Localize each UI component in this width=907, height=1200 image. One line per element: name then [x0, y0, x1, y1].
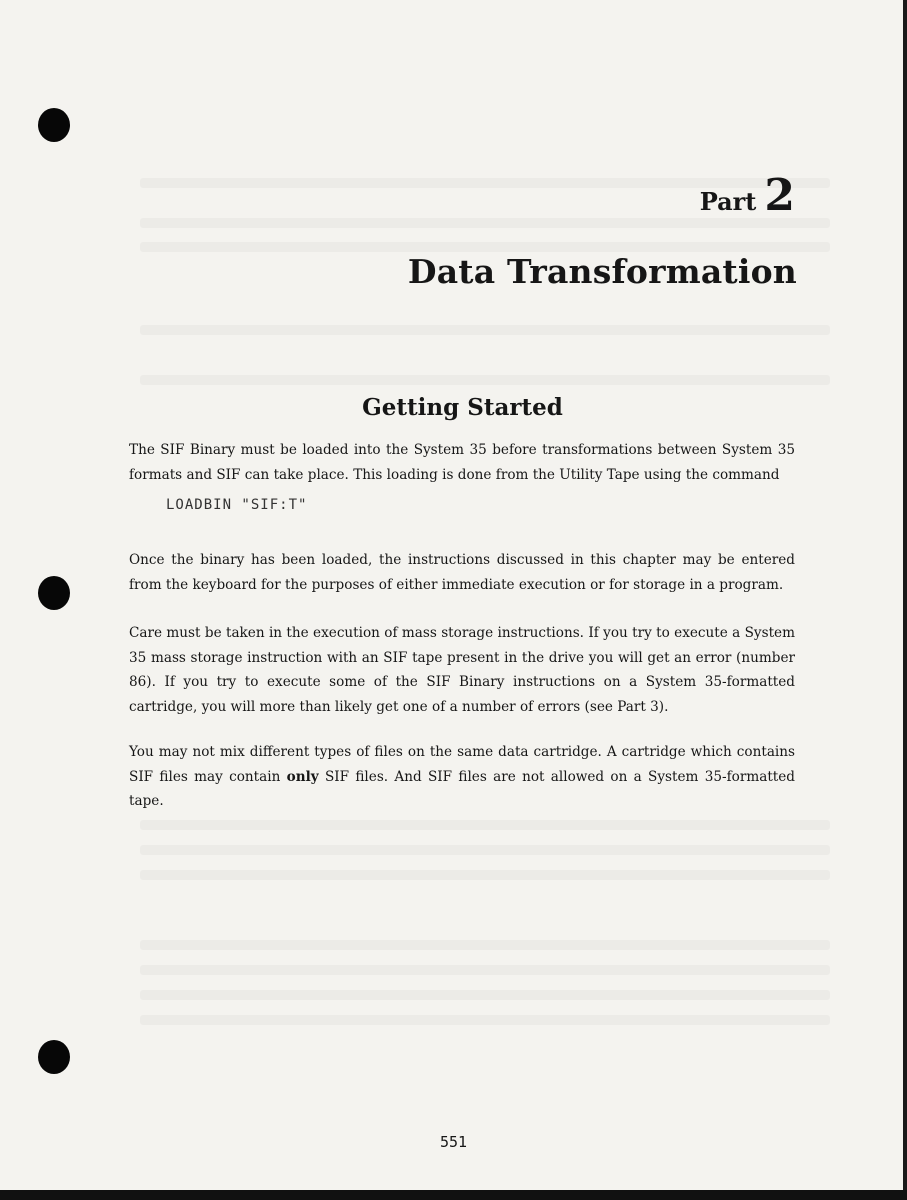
paragraph-file-types-emphasis: only [286, 768, 319, 785]
page-number: 551 [439, 1133, 468, 1151]
code-command: LOADBIN "SIF:T" [166, 497, 308, 513]
bleed-through-line [140, 940, 830, 950]
punch-hole-top [38, 108, 70, 142]
bleed-through-line [140, 845, 830, 855]
bleed-through-line [140, 1015, 830, 1025]
punch-hole-middle [38, 576, 70, 610]
paragraph-intro: The SIF Binary must be loaded into the System 35 before transformations between System 35 formats and SIF can take place. This loading is done from the Utility Tape using the command [129, 442, 795, 483]
scan-edge-right [903, 0, 907, 1200]
scan-edge-bottom [0, 1190, 907, 1200]
bleed-through-line [140, 820, 830, 830]
part-number: 2 [764, 170, 795, 221]
paragraph-binary-loaded: Once the binary has been loaded, the instructions discussed in this chapter may be entered from the keyboard for the purposes of either immediate execution or for storage in a program. [129, 552, 795, 593]
part-label: Part [699, 187, 757, 216]
bleed-through-line [140, 965, 830, 975]
bleed-through-line [140, 375, 830, 385]
paragraph-file-types-end: SIF files. And SIF files are not allowed on a System 35-formatted tape. [129, 768, 795, 809]
paragraph-file-types [129, 740, 795, 814]
paragraph-file-types-start: You may not mix different types of files on the same data cartridge. A cartridge which contains SIF files may contain [129, 744, 795, 785]
bleed-through-line [140, 990, 830, 1000]
bleed-through-line [140, 242, 830, 252]
chapter-title: Data Transformation [407, 252, 797, 291]
punch-hole-bottom [38, 1040, 70, 1074]
part-heading [700, 170, 795, 221]
section-heading: Getting Started [362, 394, 563, 421]
bleed-through-line [140, 870, 830, 880]
paragraph-mass-storage: Care must be taken in the execution of mass storage instructions. If you try to execute a System 35 mass storage instruction with an SIF tape present in the drive you will get an error (number 86). If you try to execute some of the SIF Binary instructions on a System 35-formatted cartridge, you will more than likely get one of a number of errors (see Part 3). [129, 625, 795, 715]
bleed-through-line [140, 325, 830, 335]
